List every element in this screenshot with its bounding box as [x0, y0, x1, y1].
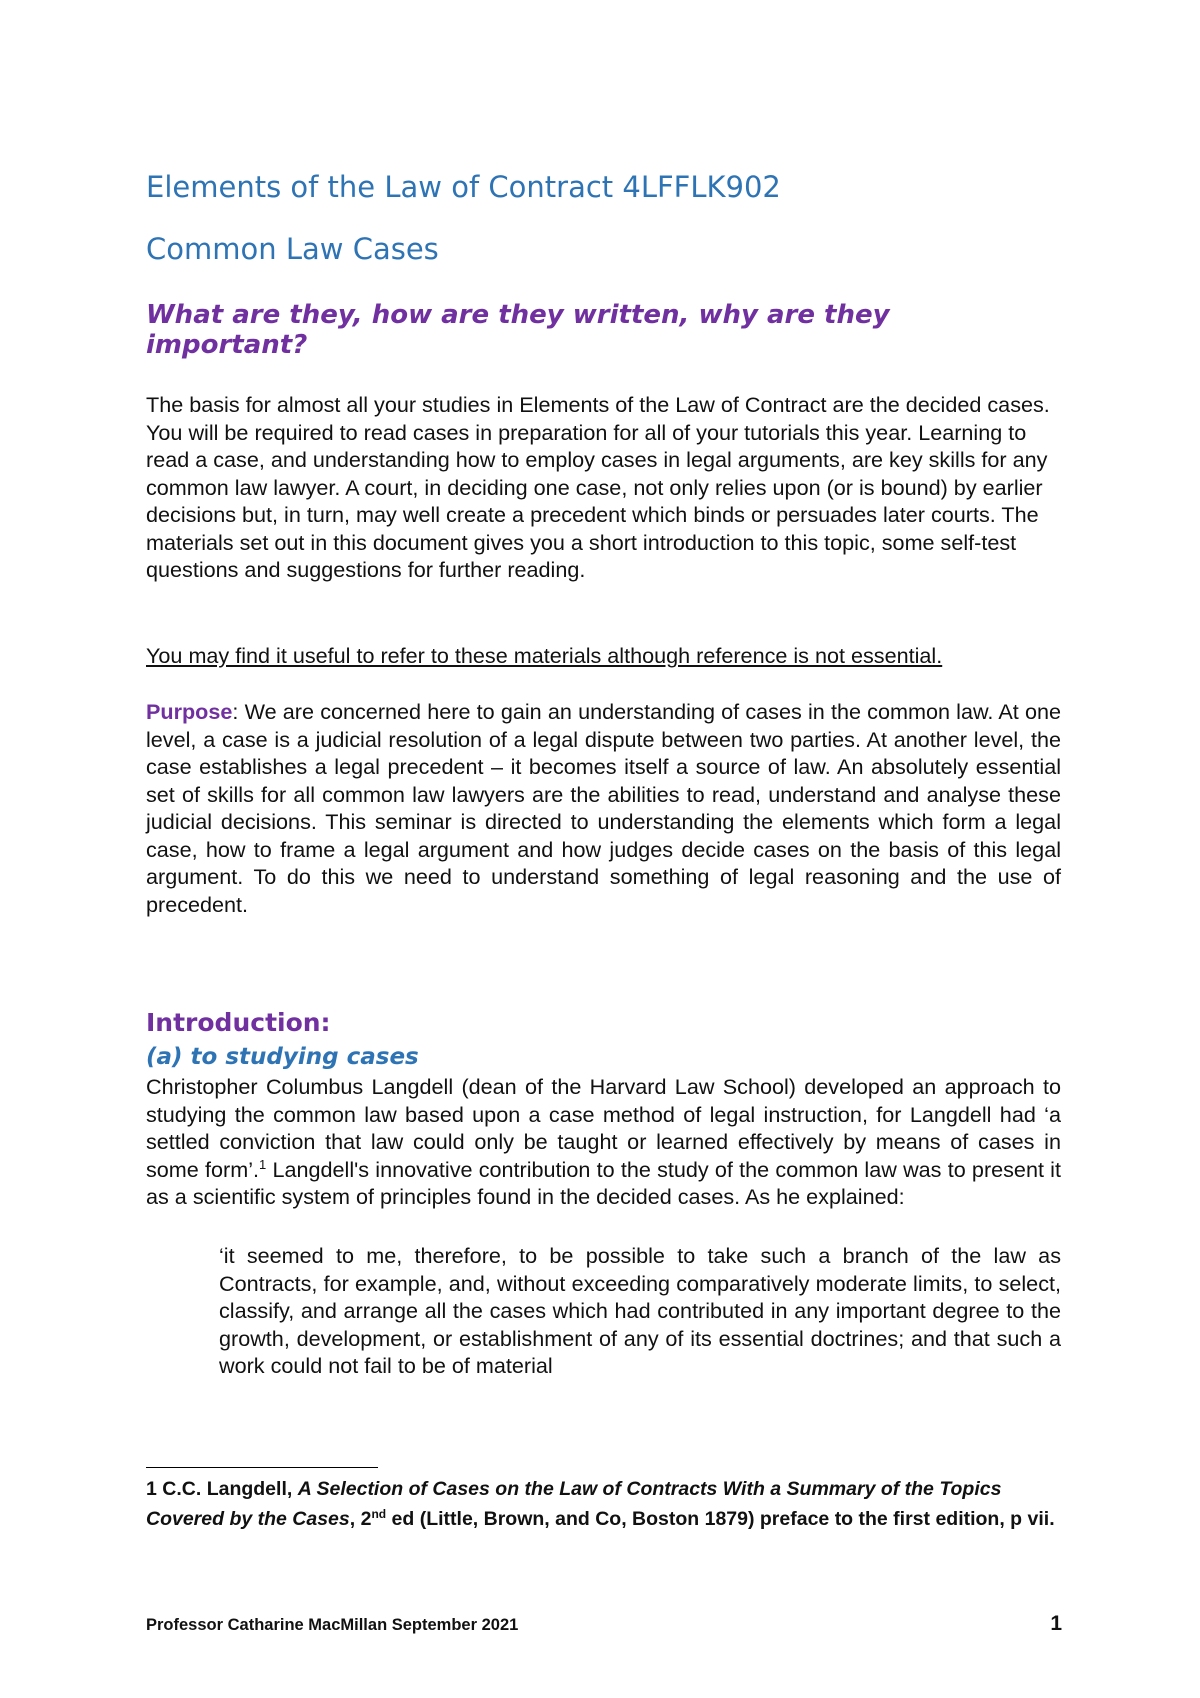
footnote-separator — [146, 1467, 378, 1468]
optional-reference-note: You may find it useful to refer to these materials although reference is not essential. — [146, 643, 943, 668]
footnote-number: 1 — [146, 1478, 157, 1500]
langdell-text-after: Langdell's innovative contribution to the study of the common law was to present it as a scientific system of principles found in the decided cases. As he explained: — [146, 1156, 1061, 1209]
footnote-edition: , 2 — [349, 1508, 372, 1530]
footnote-citation: ed (Little, Brown, and Co, Boston 1879) preface to the first edition, p vii. — [386, 1508, 1055, 1530]
langdell-paragraph — [146, 1073, 1061, 1211]
intro-paragraph: The basis for almost all your studies in Elements of the Law of Contract are the decided cases. You will be required to read cases in preparation for all of your tutorials this year. Learning to read a case, and understanding how to employ cases in legal arguments, are key skills for any common law lawyer. A court, in deciding one case, not only relies upon (or is bound) by earlier decisions but, in turn, may well create a precedent which binds or persuades later courts. The materials set out in this document gives you a short introduction to this topic, some self-test questions and suggestions for further reading. — [146, 392, 1050, 582]
footnote-author: C.C. Langdell, — [156, 1478, 298, 1500]
purpose-paragraph — [146, 698, 1061, 918]
document-subtitle: Common Law Cases — [146, 232, 439, 266]
footnote-edition-suffix: nd — [371, 1507, 387, 1521]
question-heading: What are they, how are they written, why are they important? — [146, 300, 890, 360]
purpose-text: : We are concerned here to gain an understanding of cases in the common law. At one level, a case is a judicial resolution of a legal dispute between two parties. At another level, the case establishes a legal precedent – it becomes itself a source of law. An absolutely essential set of skills for all common law lawyers are the abilities to read, understand and analyse these judicial decisions. This seminar is directed to understanding the elements which form a legal case, how to frame a legal argument and how judges decide cases on the basis of this legal argument. To do this we need to understand something of legal reasoning and the use of precedent. — [146, 699, 1061, 917]
footnote-reference[interactable]: 1 — [259, 1156, 267, 1172]
purpose-label: Purpose — [146, 699, 233, 724]
studying-cases-subheading: (a) to studying cases — [146, 1044, 419, 1070]
footnote — [146, 1474, 1066, 1534]
langdell-text-before: Christopher Columbus Langdell (dean of the Harvard Law School) developed an approach to studying the common law based upon a case method of legal instruction, for Langdell had ‘a settled conviction that law could only be taught or learned effectively by means of cases in some form’. — [146, 1074, 1061, 1182]
document-title: Elements of the Law of Contract 4LFFLK902 — [146, 170, 781, 204]
footnote-book-title: A Selection of Cases on the Law of Contracts With a Summary of the Topics Covered by the Cases — [146, 1478, 1002, 1530]
langdell-quote: ‘it seemed to me, therefore, to be possible to take such a branch of the law as Contracts, for example, and, without exceeding comparatively moderate limits, to select, classify, and arrange all the cases which had contributed in any important degree to the growth, development, or establishment of any of its essential doctrines; and that such a work could not fail to be of material — [219, 1243, 1061, 1378]
footer-author-date: Professor Catharine MacMillan September 2021 — [146, 1616, 519, 1634]
introduction-heading: Introduction: — [146, 1008, 331, 1037]
page-number: 1 — [1050, 1612, 1062, 1635]
